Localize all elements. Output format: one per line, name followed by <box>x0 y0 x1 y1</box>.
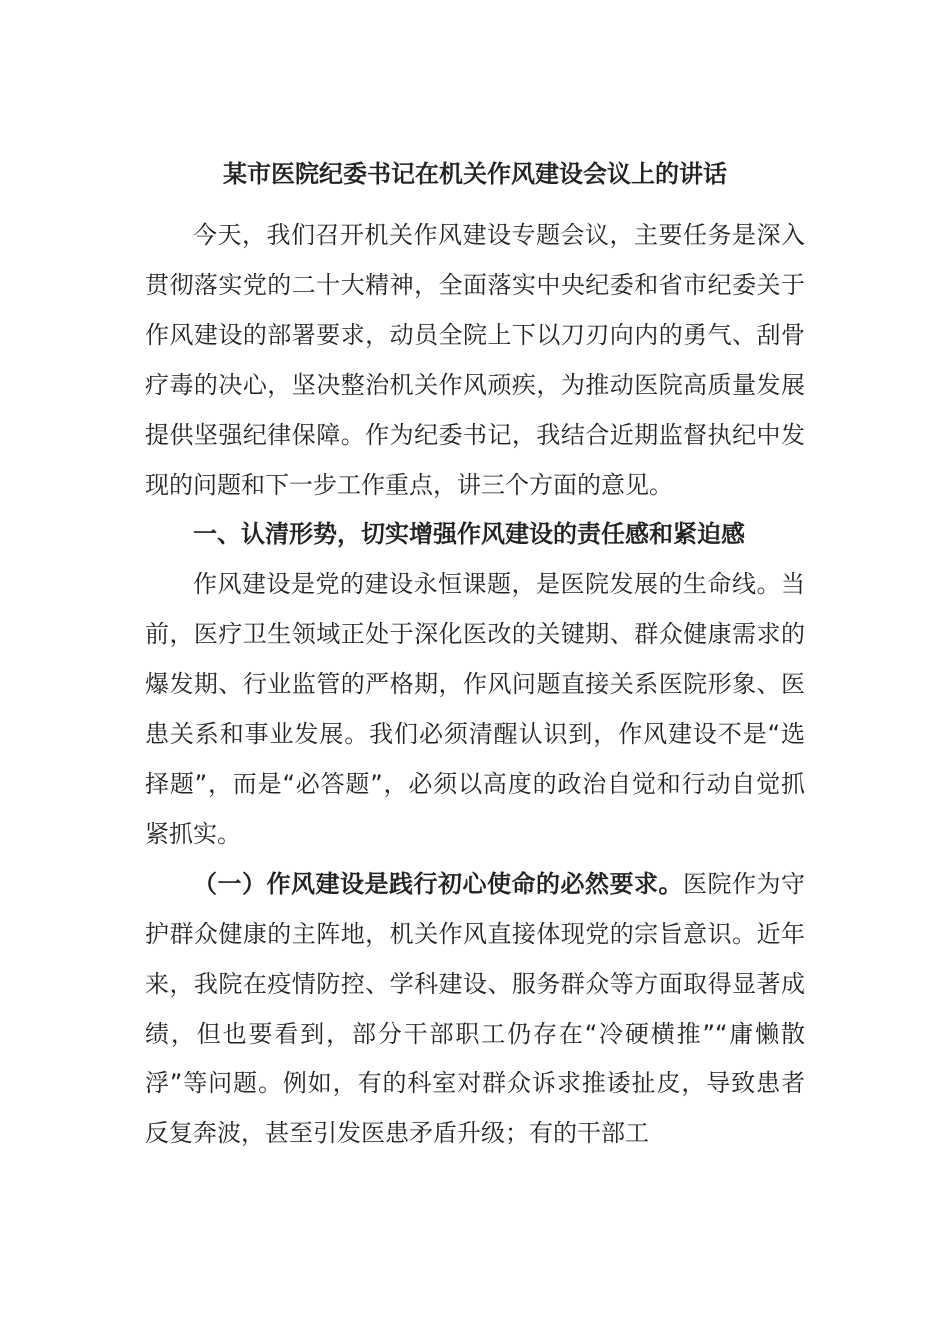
intro-paragraph: 今天，我们召开机关作风建设专题会议，主要任务是深入贯彻落实党的二十大精神，全面落实中央纪委和省市纪委关于作风建设的部署要求，动员全院上下以刀刃向内的勇气、刮骨疗毒的决心，坚决整治机关作风顽疾，为推动医院高质量发展提供坚强纪律保障。作为纪委书记，我结合近期监督执纪中发现的问题和下一步工作重点，讲三个方面的意见。 <box>145 221 805 499</box>
section-1-paragraph: 作风建设是党的建设永恒课题，是医院发展的生命线。当前，医疗卫生领域正处于深化医改的关键期、群众健康需求的爆发期、行业监管的严格期，作风问题直接关系医院形象、医患关系和事业发展。我们必须清醒认识到，作风建设不是“选择题”，而是“必答题”，必须以高度的政治自觉和行动自觉抓紧抓实。 <box>145 570 805 848</box>
subsection-1-body: 医院作为守护群众健康的主阵地，机关作风直接体现党的宗旨意识。近年来，我院在疫情防控、学科建设、服务群众等方面取得显著成绩，但也要看到，部分干部职工仍存在“冷硬横推”“庸懒散浮”等问题。例如，有的科室对群众诉求推诿扯皮，导致患者反复奔波，甚至引发医患矛盾升级；有的干部工 <box>145 869 805 1148</box>
section-1-heading: 一、认清形势，切实增强作风建设的责任感和紧迫感 <box>193 520 745 549</box>
document-title: 某市医院纪委书记在机关作风建设会议上的讲话 <box>223 160 727 188</box>
document-body <box>145 211 805 1159</box>
subsection-1-paragraph <box>145 860 805 1159</box>
subsection-1-heading: （一）作风建设是践行初心使命的必然要求。 <box>193 869 683 898</box>
